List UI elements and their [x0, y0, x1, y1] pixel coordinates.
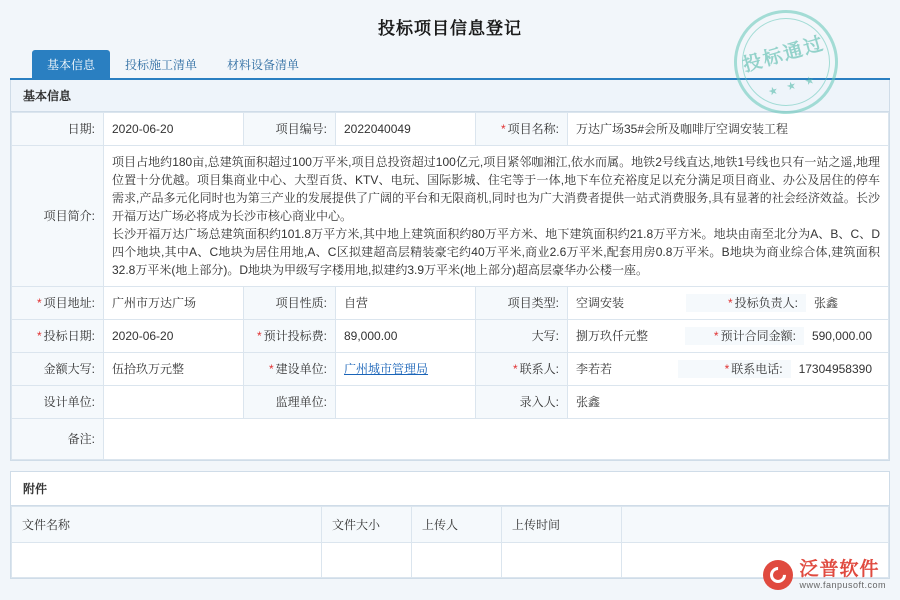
inline-split	[576, 294, 880, 312]
required-marker: *	[724, 362, 730, 376]
table-row	[12, 353, 889, 386]
project-intro-paragraph-1: 项目占地约180亩,总建筑面积超过100万平米,项目总投资超过100亿元,项目紧邻咖湘江,依水而属。地铁2号线直达,地铁1号线也只有一站之遥,地理位置十分优越。项目集商业中心、大型百货、KTV、电玩、国际影城、住宅等于一体,地下车位充裕度足以充分满足项目商业、办公及居住的停车需求,产品多元化同时也为第三产业的发展提供了广阔的平台和无限商机,同时也为广大消费者提供一站式消费服务,具有显著的社会经济效益。长沙开福万达广场必将成为长沙市核心商业中心。	[112, 155, 880, 223]
attachment-panel	[10, 471, 890, 579]
supervise-unit-value[interactable]	[336, 386, 476, 419]
column-file-name[interactable]: 文件名称	[12, 507, 322, 543]
inline-split	[576, 360, 880, 378]
attachment-header-row	[12, 507, 889, 543]
table-row	[12, 543, 889, 578]
capital-label: 大写:	[476, 320, 568, 353]
required-marker: *	[268, 362, 274, 376]
date-value[interactable]: 2020-06-20	[104, 113, 244, 146]
cell-uploader	[412, 543, 502, 578]
brand-url: www.fanpusoft.com	[799, 580, 886, 590]
stamp-text: 投标通过	[740, 33, 828, 77]
project-no-label: 项目编号:	[244, 113, 336, 146]
amount-capital-value[interactable]: 伍拾玖万元整	[104, 353, 244, 386]
tab-construction-list[interactable]: 投标施工清单	[125, 58, 198, 72]
estimated-bid-fee-label-text: 预计投标费:	[263, 329, 327, 343]
project-type-text: 空调安装	[576, 296, 625, 310]
basic-info-heading: 基本信息	[11, 80, 889, 112]
bid-date-value[interactable]: 2020-06-20	[104, 320, 244, 353]
bid-date-label	[12, 320, 104, 353]
phone-label	[678, 360, 791, 378]
bid-owner-value[interactable]: 张鑫	[814, 296, 839, 310]
build-unit-label-text: 建设单位:	[275, 362, 327, 376]
table-row	[12, 287, 889, 320]
supervise-unit-label: 监理单位:	[244, 386, 336, 419]
stamp-stars: ★ ★ ★	[766, 73, 819, 99]
required-marker: *	[36, 296, 42, 310]
attachment-heading: 附件	[11, 472, 889, 506]
table-row	[12, 320, 889, 353]
required-marker: *	[256, 329, 262, 343]
column-uploader[interactable]: 上传人	[412, 507, 502, 543]
contact-label-text: 联系人:	[519, 362, 559, 376]
project-nature-label: 项目性质:	[244, 287, 336, 320]
table-row	[12, 419, 889, 460]
phone-value[interactable]: 17304958390	[798, 362, 872, 376]
build-unit-link[interactable]: 广州城市管理局	[344, 362, 429, 376]
column-actions[interactable]	[622, 507, 889, 543]
build-unit-value[interactable]	[336, 353, 476, 386]
capital-value[interactable]	[568, 320, 889, 353]
project-intro-value[interactable]	[104, 146, 889, 287]
contact-value[interactable]	[568, 353, 889, 386]
project-name-value[interactable]: 万达广场35#会所及咖啡厅空调安装工程	[568, 113, 889, 146]
project-address-label	[12, 287, 104, 320]
brand-mark-icon	[763, 560, 793, 590]
required-marker: *	[713, 329, 719, 343]
remark-value[interactable]	[104, 419, 889, 460]
bid-owner-label	[686, 294, 806, 312]
brand-text	[799, 560, 886, 590]
cell-file-size	[322, 543, 412, 578]
attachment-table	[11, 506, 889, 578]
project-name-label-text: 项目名称:	[507, 122, 559, 136]
column-file-size[interactable]: 文件大小	[322, 507, 412, 543]
contract-amount-label	[685, 327, 804, 345]
brand-name: 泛普软件	[799, 559, 880, 580]
project-no-value[interactable]: 2022040049	[336, 113, 476, 146]
inline-split	[576, 327, 880, 345]
build-unit-label	[244, 353, 336, 386]
contact-text: 李若若	[576, 362, 613, 376]
recorder-label: 录入人:	[476, 386, 568, 419]
design-unit-label: 设计单位:	[12, 386, 104, 419]
bid-owner-label-text: 投标负责人:	[734, 296, 798, 310]
contract-amount-label-text: 预计合同金额:	[720, 329, 796, 343]
contract-amount-value[interactable]: 590,000.00	[811, 329, 872, 343]
capital-text: 捌万玖仟元整	[576, 329, 649, 343]
amount-capital-label: 金额大写:	[12, 353, 104, 386]
project-intro-label: 项目简介:	[12, 146, 104, 287]
cell-file-name	[12, 543, 322, 578]
design-unit-value[interactable]	[104, 386, 244, 419]
table-row	[12, 146, 889, 287]
required-marker: *	[500, 122, 506, 136]
project-type-value[interactable]	[568, 287, 889, 320]
phone-label-text: 联系电话:	[731, 362, 783, 376]
recorder-value[interactable]: 张鑫	[568, 386, 889, 419]
remark-label: 备注:	[12, 419, 104, 460]
required-marker: *	[727, 296, 733, 310]
estimated-bid-fee-value[interactable]: 89,000.00	[336, 320, 476, 353]
page-title: 投标项目信息登记	[378, 19, 522, 38]
bid-date-label-text: 投标日期:	[43, 329, 95, 343]
table-row	[12, 386, 889, 419]
project-address-value[interactable]: 广州市万达广场	[104, 287, 244, 320]
basic-info-form	[11, 112, 889, 460]
tab-basic-info[interactable]: 基本信息	[32, 50, 110, 78]
cell-upload-time	[502, 543, 622, 578]
contact-label	[476, 353, 568, 386]
project-address-label-text: 项目地址:	[43, 296, 95, 310]
date-label: 日期:	[12, 113, 104, 146]
basic-info-panel	[10, 80, 890, 461]
project-type-label: 项目类型:	[476, 287, 568, 320]
column-upload-time[interactable]: 上传时间	[502, 507, 622, 543]
table-row	[12, 113, 889, 146]
brand-logo	[763, 560, 886, 590]
project-nature-value[interactable]: 自营	[336, 287, 476, 320]
tab-material-equipment-list[interactable]: 材料设备清单	[227, 58, 300, 72]
required-marker: *	[36, 329, 42, 343]
estimated-bid-fee-label	[244, 320, 336, 353]
project-intro-paragraph-2: 长沙开福万达广场总建筑面积约101.8万平方米,其中地上建筑面积约80万平方米、地下建筑面积约21.8万平方米。地块由南至北分为A、B、C、D四个地块,其中A、C地块为居住用地,A、C区拟建超高层精装豪宅约40万平米,商业2.6万平米,配套用房0.8万平米。B地块为商业综合体,建筑面积32.8万平米(地上部分)。D地块为甲级写字楼用地,拟建约3.9万平米(地上部分)超高层豪华办公楼一座。	[112, 227, 880, 277]
project-name-label	[476, 113, 568, 146]
required-marker: *	[512, 362, 518, 376]
